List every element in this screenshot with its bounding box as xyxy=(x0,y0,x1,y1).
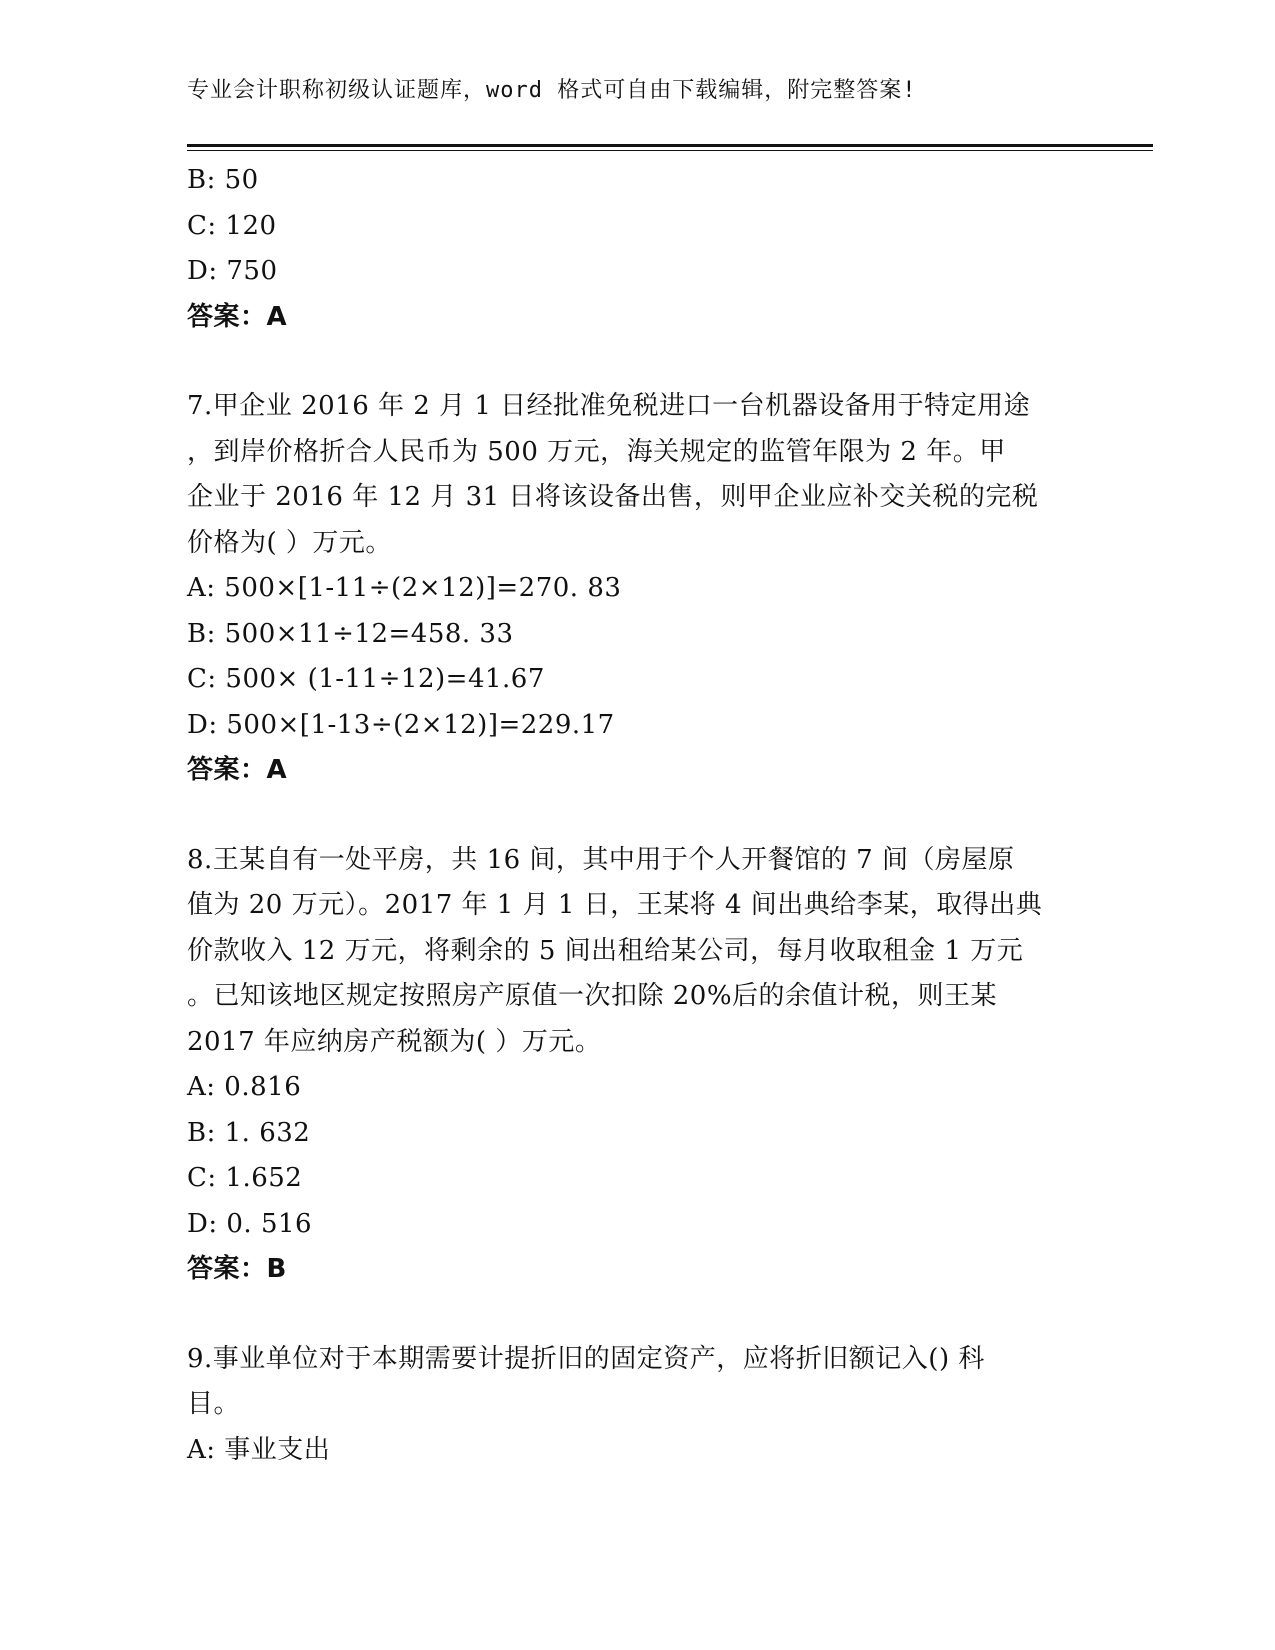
option-d: D: 500×[1-13÷(2×12)]=229.17 xyxy=(187,709,615,740)
question-text-line: 8.王某自有一处平房，共 16 间，其中用于个人开餐馆的 7 间（房屋原 xyxy=(187,844,1015,875)
option-d: D: 750 xyxy=(187,256,278,286)
answer-label: 答案：A xyxy=(187,301,288,332)
header-rule-thin xyxy=(187,150,1153,151)
option-b: B: 50 xyxy=(187,165,259,195)
question-7 xyxy=(187,384,1087,794)
option-a: A: 500×[1-11÷(2×12)]=270. 83 xyxy=(187,573,622,603)
option-c: C: 500× (1-11÷12)=41.67 xyxy=(187,664,545,694)
question-6-tail xyxy=(187,158,1087,340)
document-body xyxy=(187,158,1087,1473)
spacer xyxy=(187,794,1087,838)
option-a: A: 0.816 xyxy=(187,1072,302,1102)
option-d: D: 0. 516 xyxy=(187,1208,313,1239)
spacer xyxy=(187,1293,1087,1337)
header-rule-thick xyxy=(187,144,1153,147)
option-b: B: 500×11÷12=458. 33 xyxy=(187,618,514,649)
option-b: B: 1. 632 xyxy=(187,1117,311,1148)
option-c: C: 1.652 xyxy=(187,1163,303,1193)
answer-label: 答案：B xyxy=(187,1254,287,1284)
question-text-line: 目。 xyxy=(187,1389,241,1419)
answer-label: 答案：A xyxy=(187,755,288,785)
question-text-line: 企业于 2016 年 12 月 31 日将该设备出售，则甲企业应补交关税的完税 xyxy=(187,482,1039,512)
question-text-line: 价款收入 12 万元，将剩余的 5 间出租给某公司，每月收取租金 1 万元 xyxy=(187,935,1024,966)
question-text-line: 值为 20 万元）。2017 年 1 月 1 日，王某将 4 间出典给李某，取得出典 xyxy=(187,890,1043,920)
page-header: 专业会计职称初级认证题库，word 格式可自由下载编辑，附完整答案! xyxy=(187,78,917,103)
option-c: C: 120 xyxy=(187,210,277,241)
question-text-line: 2017 年应纳房产税额为( ）万元。 xyxy=(187,1026,602,1057)
question-8 xyxy=(187,838,1087,1293)
spacer xyxy=(187,340,1087,384)
question-text-line: 9.事业单位对于本期需要计提折旧的固定资产，应将折旧额记入() 科 xyxy=(187,1343,985,1374)
question-text-line: 价格为( ）万元。 xyxy=(187,527,392,558)
question-9 xyxy=(187,1337,1087,1474)
question-text-line: ，到岸价格折合人民币为 500 万元，海关规定的监管年限为 2 年。甲 xyxy=(187,436,1006,467)
question-text-line: 。已知该地区规定按照房产原值一次扣除 20%后的余值计税，则王某 xyxy=(187,981,998,1011)
option-a: A: 事业支出 xyxy=(187,1434,331,1465)
question-text-line: 7.甲企业 2016 年 2 月 1 日经批准免税进口一台机器设备用于特定用途 xyxy=(187,391,1031,421)
